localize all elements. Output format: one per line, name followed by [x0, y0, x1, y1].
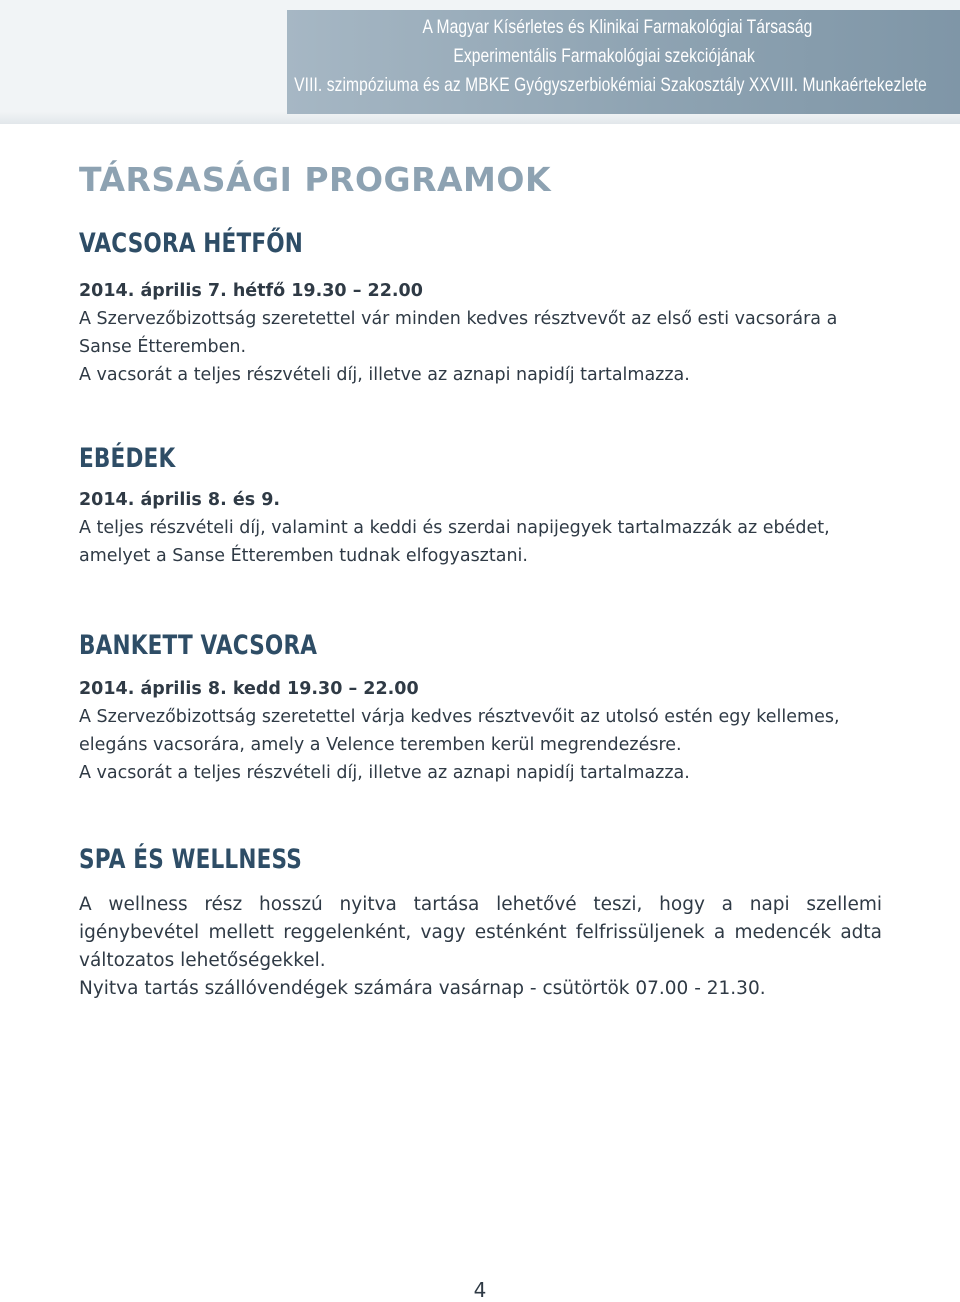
section-heading: SPA ÉS WELLNESS [79, 844, 302, 875]
event-date: 2014. április 8. kedd 19.30 – 22.00 [79, 679, 419, 699]
section-dinner-monday-text [79, 305, 889, 389]
header-line-2: Experimentális Farmakológiai szekciójának [453, 45, 755, 67]
text-line: A Szervezőbizottság szeretettel vár minden kedves résztvevőt az első esti vacsorára a [79, 309, 838, 329]
page-title: TÁRSASÁGI PROGRAMOK [79, 160, 552, 199]
section-heading: VACSORA HÉTFŐN [79, 228, 304, 259]
header-line-3: VIII. szimpóziuma és az MBKE Gyógyszerbiokémiai Szakosztály XXVIII. Munkaértekezlete [294, 74, 927, 96]
section-lunches [79, 443, 889, 474]
wellness-paragraph: A wellness rész hosszú nyitva tartása lehetővé teszi, hogy a napi szellemi igénybevétel mellett reggelenként, vagy esténként felfrissüljenek a medencék adta változatos lehetőségekkel. [79, 894, 882, 971]
section-dinner-monday [79, 228, 889, 259]
text-line: A vacsorát a teljes részvételi díj, illetve az aznapi napidíj tartalmazza. [79, 365, 690, 385]
opening-hours-line: Nyitva tartás szállóvendégek számára vasárnap - csütörtök 07.00 - 21.30. [79, 978, 766, 999]
event-date: 2014. április 7. hétfő 19.30 – 22.00 [79, 281, 423, 301]
section-spa-wellness [79, 844, 889, 875]
section-heading: BANKETT VACSORA [79, 630, 318, 661]
section-heading: EBÉDEK [79, 443, 176, 474]
section-lunches-date [79, 490, 889, 510]
page-number: 4 [473, 1278, 487, 1302]
event-date: 2014. április 8. és 9. [79, 490, 281, 510]
section-banquet-date [79, 679, 889, 699]
section-spa-wellness-text [79, 891, 889, 1003]
text-line: Sanse Étteremben. [79, 337, 247, 357]
section-banquet [79, 630, 889, 661]
section-banquet-text [79, 703, 889, 787]
header-line-1: A Magyar Kísérletes és Klinikai Farmakológiai Társaság [422, 16, 812, 38]
text-line: A Szervezőbizottság szeretettel várja kedves résztvevőit az utolsó estén egy kellemes, [79, 707, 840, 727]
text-line: elegáns vacsorára, amely a Velence teremben kerül megrendezésre. [79, 735, 682, 755]
section-lunches-text [79, 514, 889, 570]
text-line: A teljes részvételi díj, valamint a keddi és szerdai napijegyek tartalmazzák az ebédet, [79, 518, 830, 538]
text-line: amelyet a Sanse Étteremben tudnak elfogyasztani. [79, 546, 528, 566]
section-dinner-monday-body [79, 281, 889, 301]
text-line: A vacsorát a teljes részvételi díj, illetve az aznapi napidíj tartalmazza. [79, 763, 690, 783]
